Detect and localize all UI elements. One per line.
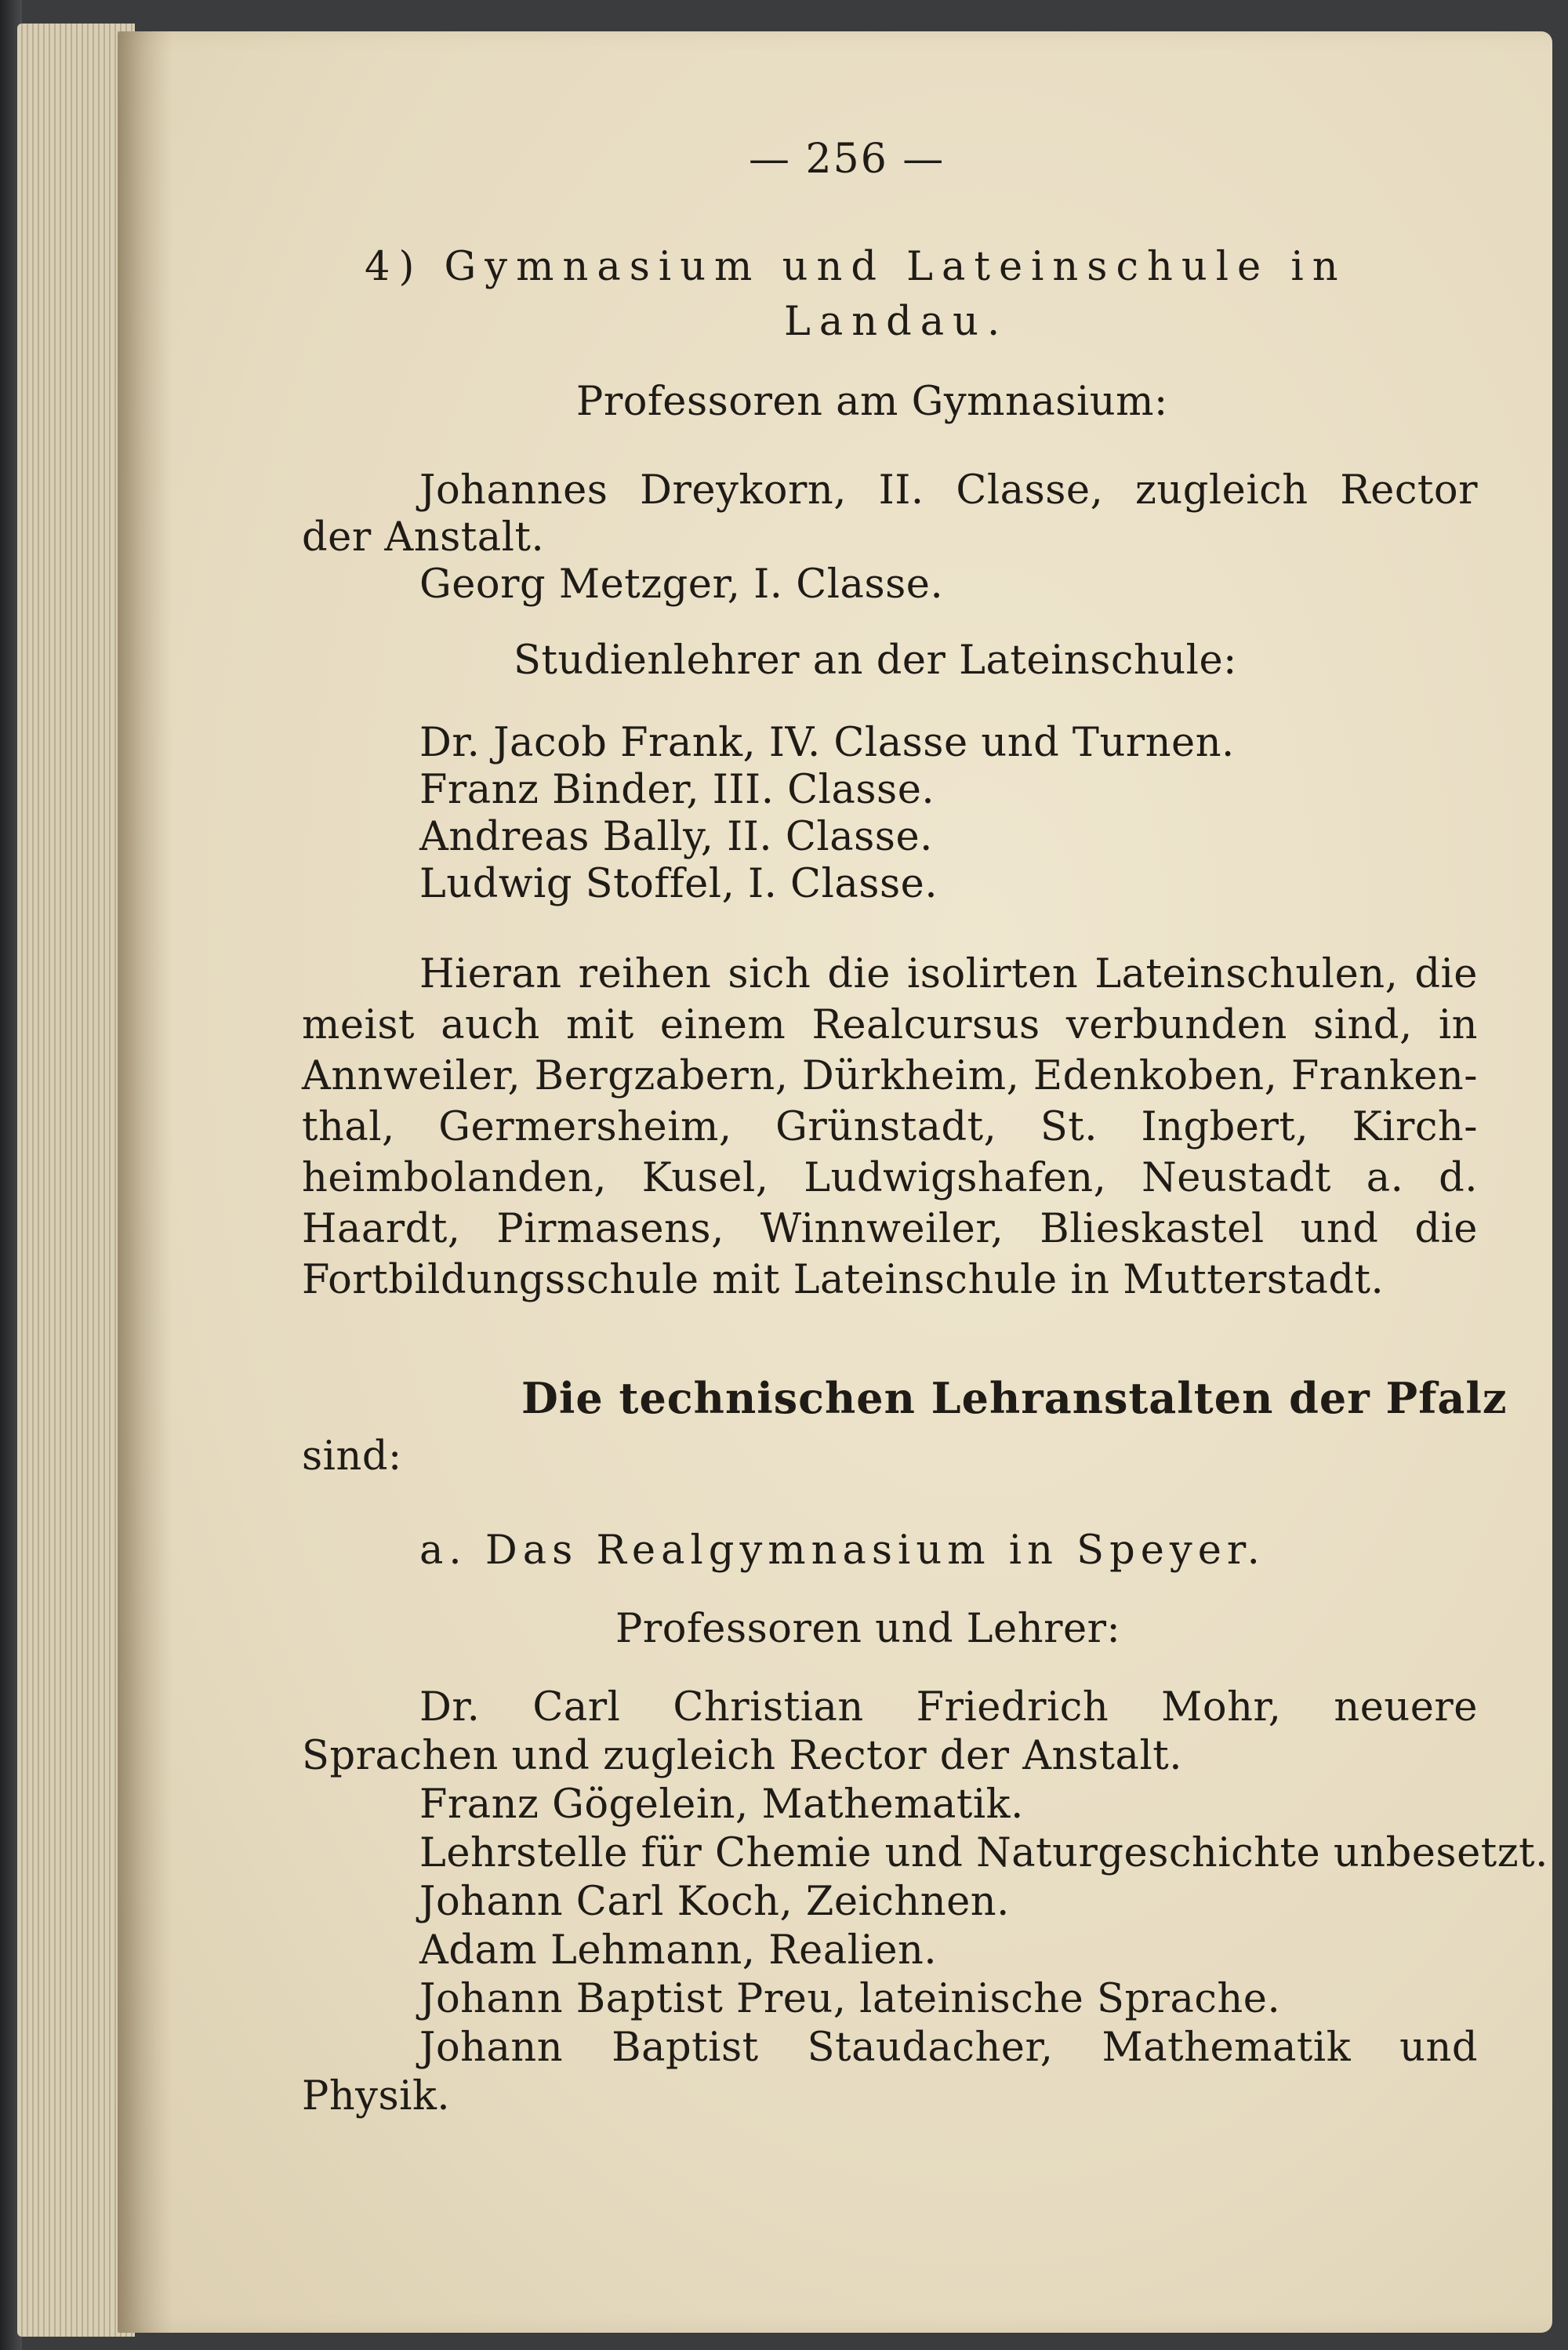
teacher-line: Franz Binder, III. Classe. bbox=[419, 767, 935, 813]
staff-line: Johann Baptist Preu, lateinische Sprache. bbox=[419, 1976, 1281, 2022]
teacher-line: Dr. Jacob Frank, IV. Classe und Turnen. bbox=[419, 720, 1235, 766]
subsection-a: a. Das Realgymnasium in Speyer. bbox=[419, 1527, 1265, 1574]
staff-line: Physik. bbox=[302, 2073, 451, 2119]
staff-line: Johann Baptist Staudacher, Mathematik und bbox=[419, 2025, 1478, 2071]
technical-heading-cont: sind: bbox=[302, 1433, 402, 1480]
paragraph-line: thal, Germersheim, Grünstadt, St. Ingbert, Kirch- bbox=[302, 1104, 1478, 1150]
paragraph-line: Haardt, Pirmasens, Winnweiler, Blieskastel und die bbox=[302, 1206, 1478, 1252]
page-number: — 256 — bbox=[749, 136, 946, 183]
teachers-heading: Studienlehrer an der Lateinschule: bbox=[514, 637, 1237, 684]
staff-heading: Professoren und Lehrer: bbox=[615, 1606, 1121, 1652]
gutter-shadow bbox=[118, 31, 172, 2333]
professor-line: Georg Metzger, I. Classe. bbox=[419, 561, 944, 608]
paragraph-line: Hieran reihen sich die isolirten Lateinschulen, die bbox=[419, 951, 1478, 997]
staff-line: Lehrstelle für Chemie und Naturgeschichte unbesetzt. bbox=[419, 1830, 1548, 1876]
staff-line: Johann Carl Koch, Zeichnen. bbox=[419, 1879, 1010, 1925]
teacher-line: Ludwig Stoffel, I. Classe. bbox=[419, 861, 938, 907]
professor-line: der Anstalt. bbox=[302, 514, 545, 561]
professors-heading: Professoren am Gymnasium: bbox=[576, 379, 1168, 425]
staff-line: Franz Gögelein, Mathematik. bbox=[419, 1782, 1024, 1828]
section-title-line1: 4) Gymnasium und Lateinschule in bbox=[365, 244, 1347, 290]
paragraph-line: Fortbildungsschule mit Lateinschule in Mutterstadt. bbox=[302, 1257, 1385, 1303]
teacher-line: Andreas Bally, II. Classe. bbox=[419, 814, 933, 860]
paragraph-line: Annweiler, Bergzabern, Dürkheim, Edenkoben, Franken- bbox=[302, 1053, 1478, 1099]
staff-line: Dr. Carl Christian Friedrich Mohr, neuere bbox=[419, 1684, 1478, 1731]
section-title-line2: Landau. bbox=[784, 299, 1009, 345]
staff-line: Sprachen und zugleich Rector der Anstalt. bbox=[302, 1733, 1182, 1779]
paragraph-line: meist auch mit einem Realcursus verbunden sind, in bbox=[302, 1002, 1478, 1048]
paragraph-line: heimbolanden, Kusel, Ludwigshafen, Neustadt a. d. bbox=[302, 1155, 1478, 1201]
staff-line: Adam Lehmann, Realien. bbox=[419, 1927, 938, 1974]
professor-line: Johannes Dreykorn, II. Classe, zugleich Rector bbox=[419, 467, 1478, 514]
technical-heading: Die technischen Lehranstalten der Pfalz bbox=[521, 1373, 1508, 1423]
